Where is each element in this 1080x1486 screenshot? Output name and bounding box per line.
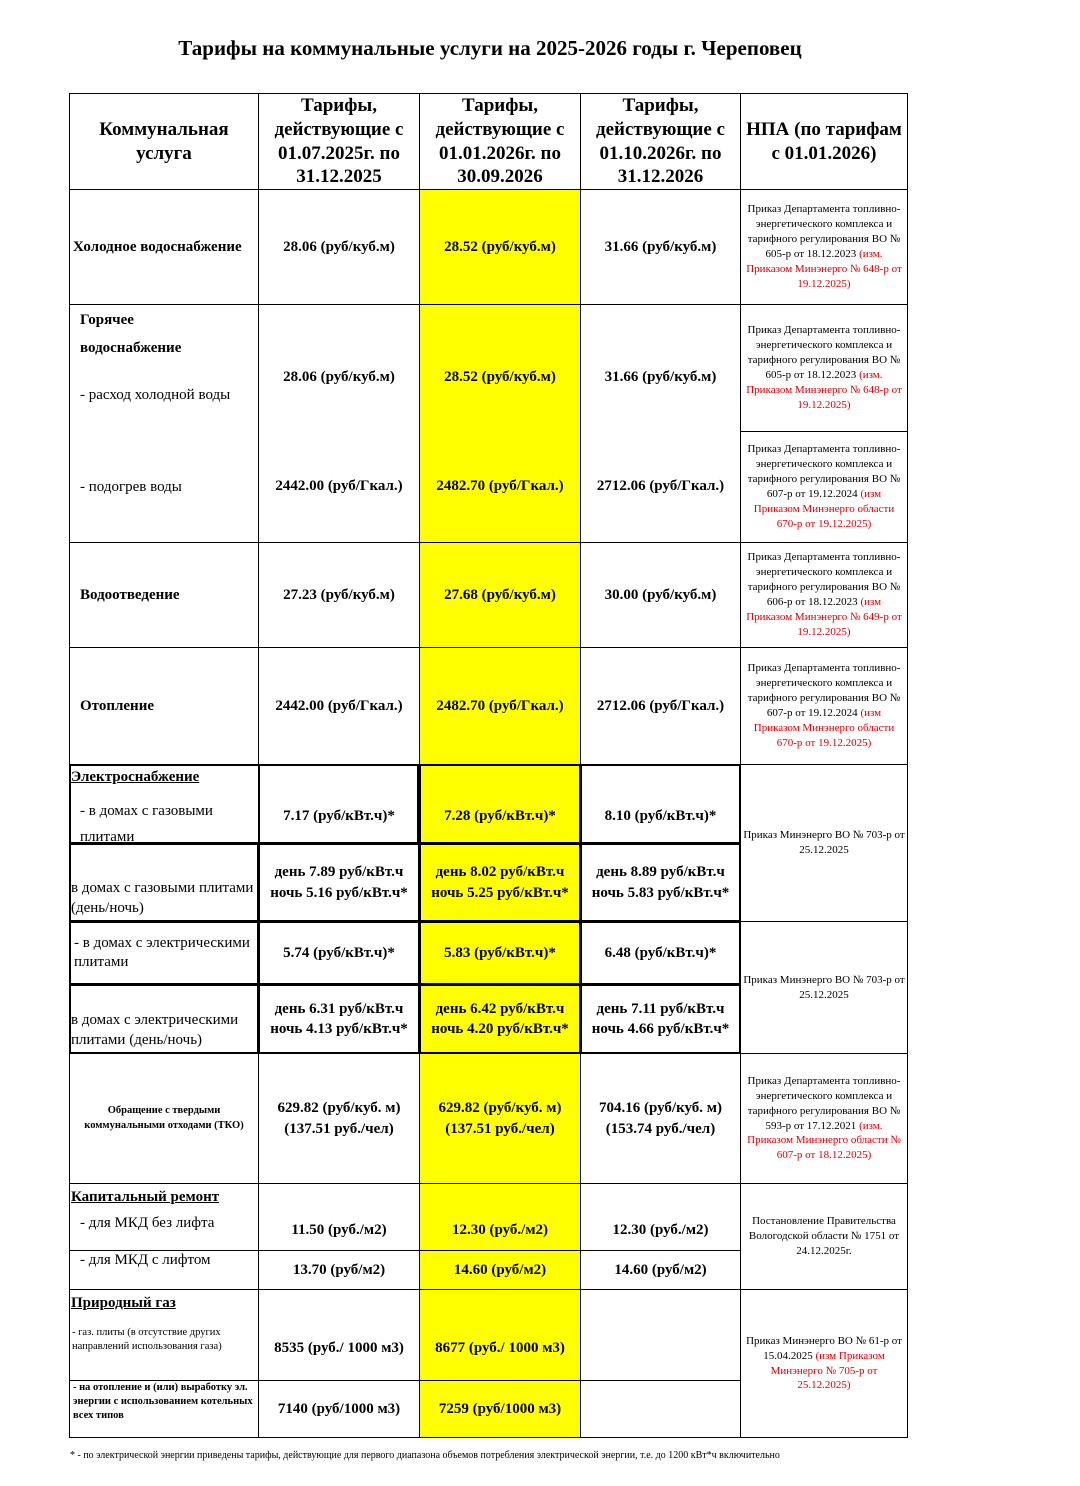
el-el-dn-col2-night: ночь 4.20 руб/кВт.ч*: [431, 1021, 569, 1037]
tko-col3-b: (153.74 руб./чел): [605, 1120, 716, 1137]
header-col2: Тарифы, действующие с 01.01.2026г. по 30.09.2026: [419, 93, 581, 190]
cold-water-npa-text: Приказ Департамента топливно-энергетического комплекса и тарифного регулирования ВО № 605-р от 18.12.2023: [747, 203, 901, 260]
el-gas-col2: 7.28 (руб/кВт.ч)*: [419, 764, 581, 844]
el-el-dn-col3-night: ночь 4.66 руб/кВт.ч*: [591, 1021, 730, 1037]
el-el-col2: 5.83 (руб/кВт.ч)*: [419, 921, 581, 985]
hot-cold-npa-amend: (изм. Приказом Минэнерго № 648-р от 19.12.2025): [746, 369, 902, 411]
natural-gas-npa: [740, 1289, 908, 1438]
hot-water-title: Горячее водоснабжение: [80, 312, 182, 356]
hot-heat-npa-amend: (изм Приказом Минэнерго области 670-р от 19.12.2025): [753, 488, 895, 530]
cold-water-npa: [740, 189, 908, 305]
hot-water-col1: [258, 304, 420, 543]
tko-npa-text: Приказ Департамента топливно-энергетического комплекса и тарифного регулирования ВО № 593-р от 17.12.2021: [747, 1074, 901, 1132]
tko-col1-b: (137.51 руб./чел): [284, 1120, 394, 1137]
tko-col3: [580, 1053, 741, 1184]
gas-heat-col3: [580, 1380, 741, 1438]
sewage-col1: 27.23 (руб/куб.м): [258, 542, 420, 648]
hot-water-heat-part: - подогрев воды: [80, 479, 182, 495]
el-gas-dn-col1-night: ночь 5.16 руб/кВт.ч*: [270, 884, 408, 901]
capital-repair-npa: Постановление Правительства Вологодской области № 1751 от 24.12.2025г.: [740, 1183, 908, 1290]
gas-heat-label: [69, 1380, 259, 1438]
tko-col1: [258, 1053, 420, 1184]
natural-gas-npa-text: Приказ Минэнерго ВО № 61-р от 15.04.2025: [746, 1334, 902, 1362]
heating-npa: [740, 647, 908, 765]
el-gas-col1: 7.17 (руб/кВт.ч)*: [258, 764, 420, 844]
el-el-label: [69, 921, 259, 985]
hot-cold-npa: [740, 304, 908, 432]
hot-water-col2: [419, 304, 581, 543]
el-gas-dn-label: [69, 843, 259, 922]
el-el-dn-col2: [419, 984, 581, 1054]
sewage-npa: [740, 542, 908, 648]
sewage-col2: 27.68 (руб/куб.м): [419, 542, 581, 648]
hot-heat-col1: 2442.00 (руб/Гкал.): [275, 478, 403, 494]
el-el-dn-col1-night: ночь 4.13 руб/кВт.ч*: [270, 1021, 408, 1037]
hot-heat-npa: [740, 431, 908, 543]
row-tko-label: Обращение с твердыми коммунальными отходами (ТКО): [69, 1053, 259, 1184]
cap-l-col2: 14.60 (руб/м2): [419, 1250, 581, 1290]
gas-heat-col1: 7140 (руб/1000 м3): [258, 1380, 420, 1438]
cold-water-npa-amend: (изм. Приказом Минэнерго № 648-р от 19.12.2025): [746, 248, 902, 290]
el-gas-dn-col3: [580, 843, 741, 922]
cold-water-col1: 28.06 (руб/куб.м): [258, 189, 420, 305]
el-el-col3: 6.48 (руб/кВт.ч)*: [580, 921, 741, 985]
el-gas-dn-col2: [419, 843, 581, 922]
tko-col2: [419, 1053, 581, 1184]
sewage-npa-text: Приказ Департамента топливно-энергетического комплекса и тарифного регулирования ВО № 606-р от 18.12.2023: [747, 551, 901, 608]
header-col3: Тарифы, действующие с 01.10.2026г. по 31.12.2026: [580, 93, 741, 190]
footnote: * - по электрической энергии приведены тарифы, действующие для первого диапазона объемов потребления электрической энергии, т.е. до 1200 кВт*ч включительно: [70, 1450, 780, 1461]
hot-heat-col2: 2482.70 (руб/Гкал.): [436, 478, 564, 494]
el-gas-dn-col3-day: день 8.89 руб/кВт.ч: [596, 864, 725, 881]
el-el-dn-col3: [580, 984, 741, 1054]
natural-gas-npa-amend: (изм Приказом Минэнерго № 705-р от 25.12.2025): [770, 1349, 885, 1392]
tko-col3-a: 704.16 (руб/куб. м): [598, 1100, 723, 1117]
el-gas-dn-col2-night: ночь 5.25 руб/кВт.ч*: [431, 884, 569, 901]
hot-cold-npa-text: Приказ Департамента топливно-энергетического комплекса и тарифного регулирования ВО № 605-р от 18.12.2023: [747, 324, 901, 381]
cap-lift-text: - для МКД с лифтом: [80, 1252, 211, 1268]
hot-cold-col1: 28.06 (руб/куб.м): [283, 369, 395, 385]
el-gas-dn-col1: [258, 843, 420, 922]
row-cold-water-label: Холодное водоснабжение: [69, 189, 259, 305]
el-el-npa: Приказ Минэнерго ВО № 703-р от 25.12.2025: [740, 921, 908, 1054]
el-gas-dn-label-text: в домах с газовыми плитами (день/ночь): [71, 880, 254, 916]
el-gas-npa: Приказ Минэнерго ВО № 703-р от 25.12.2025: [740, 764, 908, 922]
sewage-npa-amend: (изм Приказом Минэнерго № 649-р от 19.12.2025): [746, 596, 902, 638]
header-npa: НПА (по тарифам с 01.01.2026): [740, 93, 908, 190]
el-el-dn-label: [69, 984, 259, 1054]
cold-water-col2: 28.52 (руб/куб.м): [419, 189, 581, 305]
row-sewage-label: Водоотведение: [69, 542, 259, 648]
gas-stove-col1: 8535 (руб./ 1000 м3): [258, 1289, 420, 1381]
heating-col3: 2712.06 (руб/Гкал.): [580, 647, 741, 765]
el-el-dn-col3-day: день 7.11 руб/кВт.ч: [596, 1000, 725, 1017]
cap-l-col3: 14.60 (руб/м2): [580, 1250, 741, 1290]
heating-npa-text: Приказ Департамента топливно-энергетического комплекса и тарифного регулирования ВО № 607-р от 19.12.2024: [747, 662, 901, 719]
electricity-title: Электроснабжение: [71, 769, 200, 785]
tko-npa: [740, 1053, 908, 1184]
el-el-col1: 5.74 (руб/кВт.ч)*: [258, 921, 420, 985]
cap-no-lift-text: - для МКД без лифта: [80, 1215, 215, 1231]
gas-heat-text: - на отопление и (или) выработку эл. энергии с использованием котельных всех типов: [73, 1382, 253, 1422]
tko-npa-amend: (изм. Приказом Минэнерго области № 607-р от 18.12.2025): [747, 1119, 901, 1162]
tko-col2-a: 629.82 (руб/куб. м): [438, 1100, 562, 1117]
electricity-gas-label: - в домах с газовыми плитами: [80, 803, 213, 845]
el-el-dn-label-text: в домах с электрическими плитами (день/ночь): [71, 1012, 239, 1048]
cap-nl-col2: 12.30 (руб./м2): [419, 1183, 581, 1251]
heating-npa-amend: (изм Приказом Минэнерго области 670-р от 19.12.2025): [753, 707, 895, 749]
el-el-dn-col2-day: день 6.42 руб/кВт.ч: [435, 1000, 565, 1017]
el-gas-dn-col3-night: ночь 5.83 руб/кВт.ч*: [591, 884, 730, 901]
header-service: Коммунальная услуга: [69, 93, 259, 190]
hot-water-col3: [580, 304, 741, 543]
hot-heat-npa-text: Приказ Департамента топливно-энергетического комплекса и тарифного регулирования ВО № 607-р от 19.12.2024: [747, 443, 901, 500]
hot-cold-col3: 31.66 (руб/куб.м): [604, 369, 717, 385]
gas-stove-col3: [580, 1289, 741, 1381]
heating-col1: 2442.00 (руб/Гкал.): [258, 647, 420, 765]
el-el-dn-col1: [258, 984, 420, 1054]
gas-stove-text: - газ. плиты (в отсутствие других направлений использования газа): [72, 1327, 222, 1353]
header-col1: Тарифы, действующие с 01.07.2025г. по 31.12.2025: [258, 93, 420, 190]
el-el-dn-col1-day: день 6.31 руб/кВт.ч: [274, 1000, 404, 1017]
el-gas-dn-col2-day: день 8.02 руб/кВт.ч: [435, 864, 565, 881]
tko-col2-b: (137.51 руб./чел): [445, 1120, 555, 1137]
page-title: Тарифы на коммунальные услуги на 2025-2026 годы г. Череповец: [178, 36, 802, 60]
hot-water-cold-part: - расход холодной воды: [80, 387, 231, 403]
cap-nl-col1: 11.50 (руб./м2): [258, 1183, 420, 1251]
hot-heat-col3: 2712.06 (руб/Гкал.): [596, 478, 725, 494]
sewage-col3: 30.00 (руб/куб.м): [580, 542, 741, 648]
capital-repair-title: Капитальный ремонт: [71, 1189, 220, 1205]
el-gas-dn-col1-day: день 7.89 руб/кВт.ч: [274, 864, 404, 881]
heating-col2: 2482.70 (руб/Гкал.): [419, 647, 581, 765]
cold-water-col3: 31.66 (руб/куб.м): [580, 189, 741, 305]
el-el-label-text: - в домах с электрическими плитами: [74, 934, 250, 970]
natural-gas-title: Природный газ: [71, 1295, 176, 1311]
row-heating-label: Отопление: [69, 647, 259, 765]
cap-l-col1: 13.70 (руб/м2): [258, 1250, 420, 1290]
hot-cold-col2: 28.52 (руб/куб.м): [444, 369, 556, 385]
cap-nl-col3: 12.30 (руб./м2): [580, 1183, 741, 1251]
tko-col1-a: 629.82 (руб/куб. м): [277, 1100, 401, 1117]
gas-heat-col2: 7259 (руб/1000 м3): [419, 1380, 581, 1438]
gas-stove-col2: 8677 (руб./ 1000 м3): [419, 1289, 581, 1381]
el-gas-col3: 8.10 (руб/кВт.ч)*: [580, 764, 741, 844]
